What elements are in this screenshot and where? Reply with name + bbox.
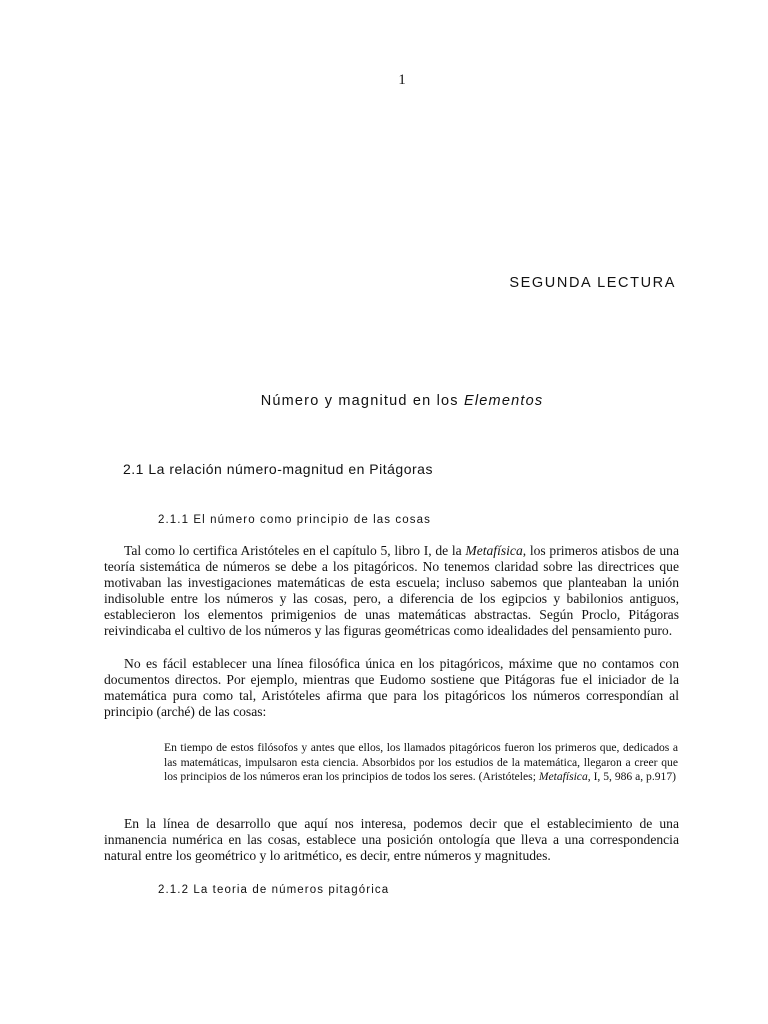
paragraph-1-book-title: Metafísica [465,543,523,558]
section-title: 2.1 La relación número-magnitud en Pitágoras [123,461,433,477]
chapter-title-emphasis: Elementos [463,393,544,409]
paragraph-2: No es fácil establecer una línea filosófica única en los pitagóricos, máxime que no contamos con documentos directos. Por ejemplo, mientras que Eudomo sostiene que Pitágoras fue el iniciador de la matemática pura como tal, Aristóteles afirma que para los pitagóricos los números correspondían al principio (arché) de las cosas: [104,656,679,719]
page-number: 1 [398,72,406,88]
block-quote [164,741,678,785]
paragraph-1-rest: , los primeros atisbos de una teoría sistemática de números se debe a los pitagóricos. No tenemos claridad sobre las directrices que motivaban las investigaciones matemáticas de esta escuela; incluso sabemos que planteaban la unión indisoluble entre los números y las cosas, pero, a diferencia de los egipcios y babilonios antiguos, establecieron los elementos primigenios de unas matemáticas abstractas. Según Proclo, Pitágoras reivindicaba el cultivo de los números y las figuras geométricas como idealidades del pensamiento puro. [104,543,679,638]
block-quote-citation-title: Metafísica [538,770,588,784]
block-quote-text: En tiempo de estos filósofos y antes que ellos, los llamados pitagóricos fueron los primeros que, dedicados a las matemáticas, impulsaron esta ciencia. Absorbidos por los estudios de la matemática, llegaron a creer que los principios de los números eran los principios de todos los seres. (Aristóteles; [164,741,678,784]
chapter-title-text: Número y magnitud en los [260,393,464,409]
paragraph-3: En la línea de desarrollo que aquí nos interesa, podemos decir que el establecimiento de una inmanencia numérica en las cosas, establece una posición ontología que lleva a una correspondencia natural entre los geométrico y lo aritmético, es decir, entre números y magnitudes. [104,816,679,863]
chapter-title [0,393,768,409]
block-quote-citation-rest: , I, 5, 986 a, p.917) [587,770,676,784]
subsection-title-2: 2.1.2 La teoria de números pitagórica [158,884,390,896]
paragraph-1 [104,543,679,639]
paragraph-1-start: Tal como lo certifica Aristóteles en el capítulo 5, libro I, de la [124,543,466,558]
part-title: SEGUNDA LECTURA [509,275,676,291]
subsection-title-1: 2.1.1 El número como principio de las cosas [158,514,431,526]
